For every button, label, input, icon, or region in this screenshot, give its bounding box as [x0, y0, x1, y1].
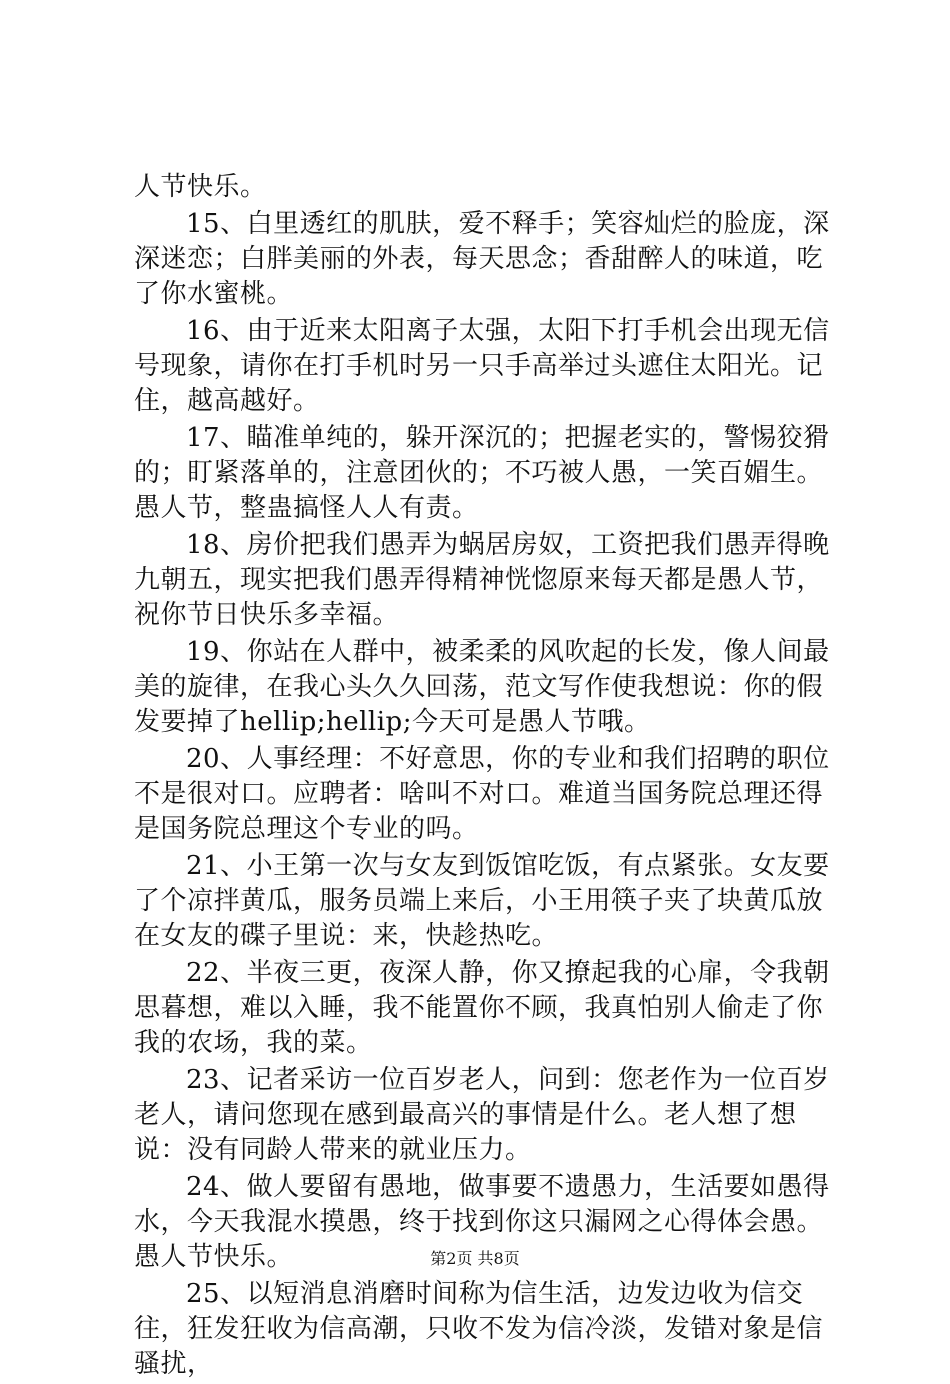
body-text [134, 170, 834, 1384]
paragraph-continued: 人节快乐。 [134, 172, 267, 202]
paragraph-15: 15、白里透红的肌肤，爱不释手；笑容灿烂的脸庞，深深迷恋；白胖美丽的外表，每天思念；香甜醉人的味道，吃了你水蜜桃。 [134, 209, 830, 309]
page-number-footer: 第2页 共8页 [430, 1249, 520, 1268]
paragraph-21: 21、小王第一次与女友到饭馆吃饭，有点紧张。女友要了个凉拌黄瓜，服务员端上来后，小王用筷子夹了块黄瓜放在女友的碟子里说：来，快趁热吃。 [134, 851, 830, 951]
paragraph-17: 17、瞄准单纯的，躲开深沉的；把握老实的，警惕狡猾的；盯紧落单的，注意团伙的；不巧被人愚，一笑百媚生。愚人节，整蛊搞怪人人有责。 [134, 423, 830, 523]
paragraph-20: 20、人事经理：不好意思，你的专业和我们招聘的职位不是很对口。应聘者：啥叫不对口。难道当国务院总理还得是国务院总理这个专业的吗。 [134, 744, 830, 844]
paragraph-25: 25、以短消息消磨时间称为信生活，边发边收为信交往，狂发狂收为信高潮，只收不发为信冷淡，发错对象是信骚扰， [134, 1279, 824, 1379]
paragraph-16: 16、由于近来太阳离子太强，太阳下打手机会出现无信号现象，请你在打手机时另一只手高举过头遮住太阳光。记住，越高越好。 [134, 316, 830, 416]
paragraph-22: 22、半夜三更，夜深人静，你又撩起我的心扉，令我朝思暮想，难以入睡，我不能置你不顾，我真怕别人偷走了你我的农场，我的菜。 [134, 958, 830, 1058]
paragraph-18: 18、房价把我们愚弄为蜗居房奴，工资把我们愚弄得晚九朝五，现实把我们愚弄得精神恍惚原来每天都是愚人节，祝你节日快乐多幸福。 [134, 530, 830, 630]
paragraph-19: 19、你站在人群中，被柔柔的风吹起的长发，像人间最美的旋律，在我心头久久回荡，范文写作使我想说：你的假发要掉了hellip;hellip;今天可是愚人节哦。 [134, 637, 830, 737]
paragraph-24: 24、做人要留有愚地，做事要不遗愚力，生活要如愚得水，今天我混水摸愚，终于找到你这只漏网之心得体会愚。愚人节快乐。 [134, 1172, 830, 1272]
paragraph-23: 23、记者采访一位百岁老人，问到：您老作为一位百岁老人，请问您现在感到最高兴的事情是什么。老人想了想说：没有同龄人带来的就业压力。 [134, 1065, 830, 1165]
